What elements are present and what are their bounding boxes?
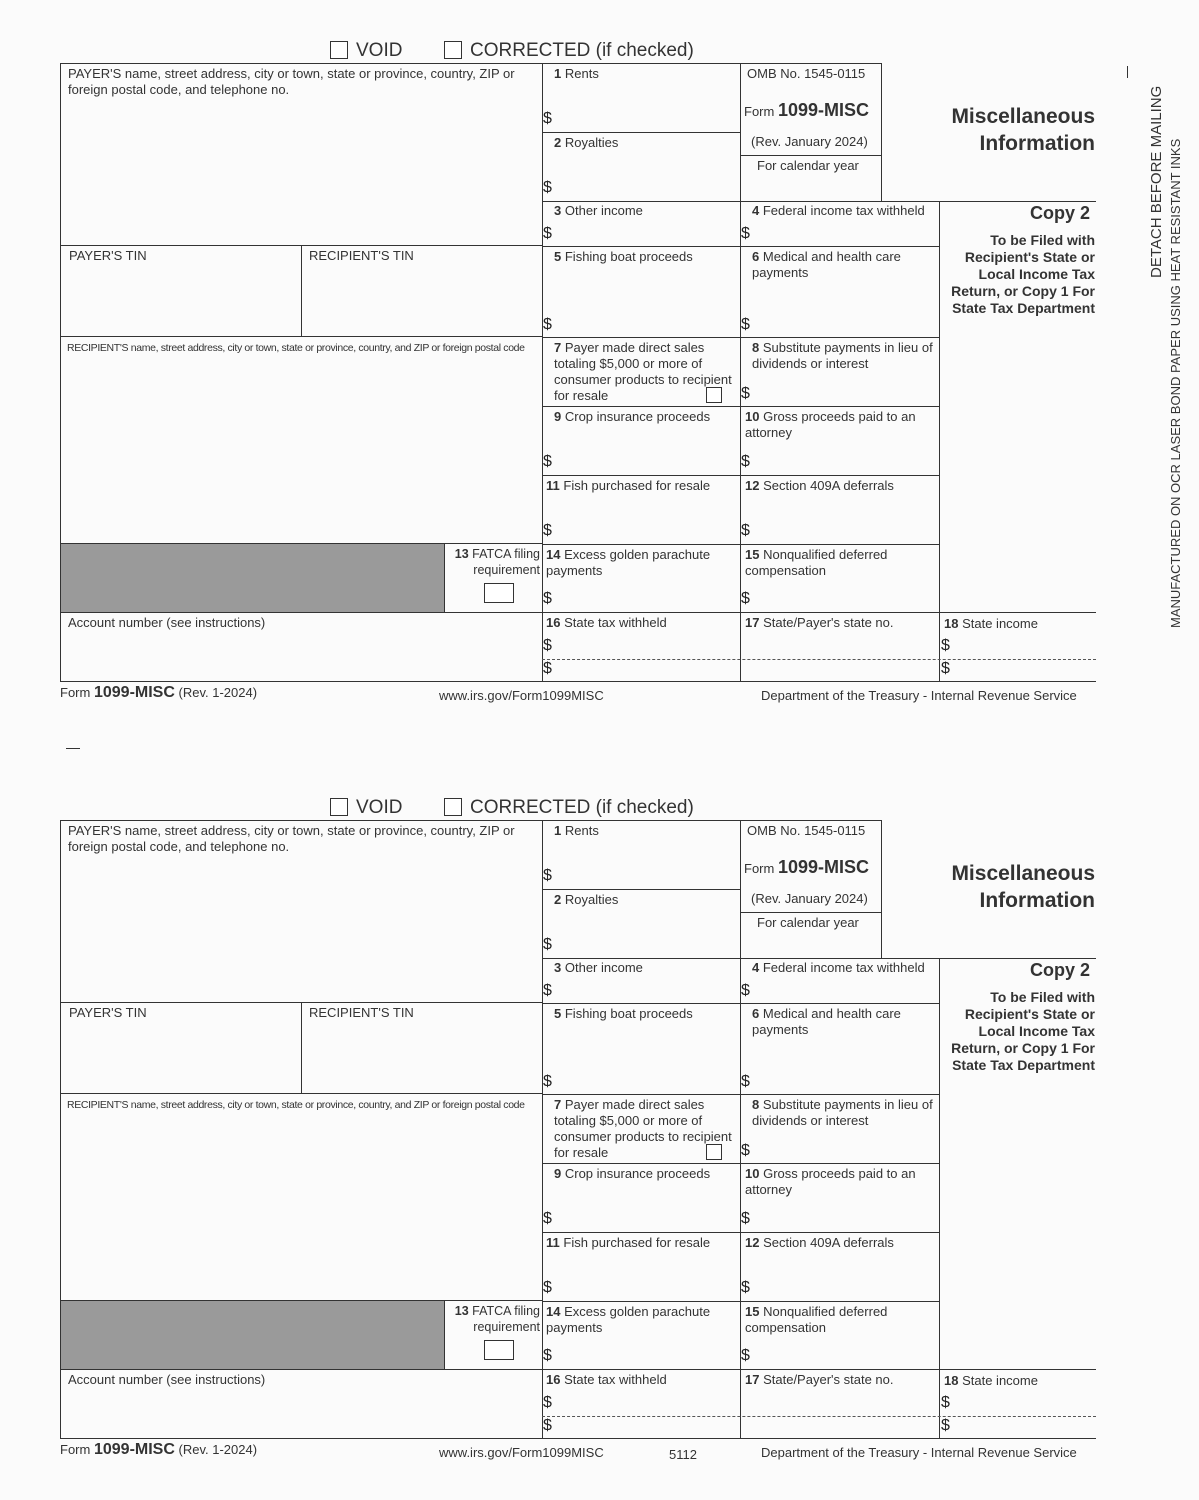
box17-label: 17 State/Payer's state no. — [745, 1372, 894, 1387]
copy-panel-top — [940, 201, 1096, 202]
box16-dollar-b: $ — [543, 1417, 552, 1434]
box8-label: 8 Substitute payments in lieu of dividends or interest — [752, 340, 933, 371]
fatca-checkbox[interactable] — [484, 583, 514, 603]
box14-label: 14 Excess golden parachute payments — [546, 1304, 711, 1335]
box2-label: 2 Royalties — [554, 892, 619, 907]
shaded-area — [60, 1300, 445, 1370]
corrected-label: CORRECTED (if checked) — [470, 797, 694, 818]
box9-dollar: $ — [543, 453, 552, 470]
box13-label: 13 FATCA filing requirement — [454, 1304, 540, 1334]
box8-dollar: $ — [741, 385, 750, 402]
copy-panel-top — [940, 958, 1096, 959]
box12-dollar: $ — [741, 522, 750, 539]
box12-label: 12 Section 409A deferrals — [745, 1235, 894, 1250]
box15-dollar: $ — [741, 1347, 750, 1364]
box17-label: 17 State/Payer's state no. — [745, 615, 894, 630]
payer-tin-label: PAYER'S TIN — [69, 248, 147, 263]
shaded-area — [60, 543, 445, 613]
box11-label: 11 Fish purchased for resale — [546, 1235, 711, 1250]
box18-top — [940, 1369, 1096, 1370]
form-copy-bottom — [0, 757, 1199, 1487]
box6-dollar: $ — [741, 1073, 750, 1090]
calendar-divider — [740, 155, 882, 156]
corrected-checkbox[interactable] — [444, 798, 462, 816]
box9-dollar: $ — [543, 1210, 552, 1227]
recipient-name-label: RECIPIENT'S name, street address, city or town, state or province, country, and ZIP or foreign postal code — [67, 342, 525, 354]
account-label: Account number (see instructions) — [68, 615, 266, 630]
recipient-name-box[interactable] — [60, 336, 543, 544]
box9-label: 9 Crop insurance proceeds — [554, 1166, 711, 1181]
box1-dollar: $ — [543, 110, 552, 127]
box4-label: 4 Federal income tax withheld — [752, 203, 925, 218]
box4-dollar: $ — [741, 225, 750, 242]
recipient-name-box[interactable] — [60, 1093, 543, 1301]
box12-dollar: $ — [741, 1279, 750, 1296]
box1-label: 1 Rents — [554, 66, 599, 81]
box5-dollar: $ — [543, 1073, 552, 1090]
box16-dollar-a: $ — [543, 637, 552, 654]
box18-dollar-a: $ — [941, 637, 950, 654]
recipient-name-label: RECIPIENT'S name, street address, city or town, state or province, country, and ZIP or foreign postal code — [67, 1099, 525, 1111]
box16-label: 16 State tax withheld — [546, 1372, 667, 1387]
omb-number: OMB No. 1545-0115 — [747, 823, 866, 838]
box5-dollar: $ — [543, 316, 552, 333]
calendar-year-label: For calendar year — [757, 915, 859, 930]
box18-label: 18 State income — [944, 616, 1038, 631]
box3-dollar: $ — [543, 225, 552, 242]
corrected-label: CORRECTED (if checked) — [470, 40, 694, 61]
box16-label: 16 State tax withheld — [546, 615, 667, 630]
box18-label: 18 State income — [944, 1373, 1038, 1388]
form-title: Miscellaneous Information — [951, 105, 1095, 155]
box13-label: 13 FATCA filing requirement — [454, 547, 540, 577]
form-copy-top — [0, 0, 1199, 730]
box11-dollar: $ — [543, 1279, 552, 1296]
account-label: Account number (see instructions) — [68, 1372, 266, 1387]
box6-label: 6 Medical and health care payments — [752, 1006, 901, 1037]
box7-checkbox[interactable] — [706, 1144, 722, 1160]
box1-label: 1 Rents — [554, 823, 599, 838]
footer-url[interactable]: www.irs.gov/Form1099MISC — [439, 688, 604, 703]
recipient-tin-label: RECIPIENT'S TIN — [309, 1005, 414, 1020]
box10-label: 10 Gross proceeds paid to an attorney — [745, 1166, 916, 1197]
box8-dollar: $ — [741, 1142, 750, 1159]
form-code: 5112 — [669, 1447, 697, 1462]
calendar-year-label: For calendar year — [757, 158, 859, 173]
box2-dollar: $ — [543, 179, 552, 196]
corrected-checkbox[interactable] — [444, 41, 462, 59]
box2-dollar: $ — [543, 936, 552, 953]
omb-number: OMB No. 1545-0115 — [747, 66, 866, 81]
box8-label: 8 Substitute payments in lieu of dividends or interest — [752, 1097, 933, 1128]
void-checkbox[interactable] — [330, 41, 348, 59]
box4-dollar: $ — [741, 982, 750, 999]
copy-label: Copy 2 — [1030, 960, 1091, 980]
state-row-divider — [542, 659, 1096, 660]
omb-box — [740, 820, 882, 959]
rev-date: (Rev. January 2024) — [751, 134, 868, 149]
box18-dollar-a: $ — [941, 1394, 950, 1411]
form-number-label: Form 1099-MISC — [744, 100, 870, 120]
box6-label: 6 Medical and health care payments — [752, 249, 901, 280]
rev-date: (Rev. January 2024) — [751, 891, 868, 906]
box18-bottom — [940, 681, 1096, 682]
void-label: VOID — [356, 797, 403, 818]
box11-dollar: $ — [543, 522, 552, 539]
payer-name-label: PAYER'S name, street address, city or town, state or province, country, ZIP or foreign postal code, and telephone no. — [68, 66, 515, 97]
box14-dollar: $ — [543, 1347, 552, 1364]
copy-label: Copy 2 — [1030, 203, 1091, 223]
void-checkbox[interactable] — [330, 798, 348, 816]
box12-label: 12 Section 409A deferrals — [745, 478, 894, 493]
box3-label: 3 Other income — [554, 960, 643, 975]
footer-form-id: Form 1099-MISC (Rev. 1-2024) — [60, 1441, 258, 1458]
box10-dollar: $ — [741, 453, 750, 470]
box7-checkbox[interactable] — [706, 387, 722, 403]
box14-label: 14 Excess golden parachute payments — [546, 547, 711, 578]
payer-name-label: PAYER'S name, street address, city or town, state or province, country, ZIP or foreign postal code, and telephone no. — [68, 823, 515, 854]
footer-form-id: Form 1099-MISC (Rev. 1-2024) — [60, 684, 258, 701]
to-be-filed-text: To be Filed with Recipient's State or Local Income Tax Return, or Copy 1 For State Tax Department — [951, 989, 1095, 1073]
form-title: Miscellaneous Information — [951, 862, 1095, 912]
calendar-divider — [740, 912, 882, 913]
form-number-label: Form 1099-MISC — [744, 857, 870, 877]
box16-dollar-a: $ — [543, 1394, 552, 1411]
fatca-checkbox[interactable] — [484, 1340, 514, 1360]
box15-label: 15 Nonqualified deferred compensation — [745, 1304, 888, 1335]
box16-dollar-b: $ — [543, 660, 552, 677]
box15-label: 15 Nonqualified deferred compensation — [745, 547, 888, 578]
box9-label: 9 Crop insurance proceeds — [554, 409, 711, 424]
box14-dollar: $ — [543, 590, 552, 607]
box3-label: 3 Other income — [554, 203, 643, 218]
recipient-tin-label: RECIPIENT'S TIN — [309, 248, 414, 263]
box18-top — [940, 612, 1096, 613]
paper-notice: MANUFACTURED ON OCR LASER BOND PAPER USING HEAT RESISTANT INKS — [1168, 138, 1183, 628]
box10-label: 10 Gross proceeds paid to an attorney — [745, 409, 916, 440]
detach-notice: DETACH BEFORE MAILING — [1148, 85, 1165, 278]
state-row-divider — [542, 1416, 1096, 1417]
box1-dollar: $ — [543, 867, 552, 884]
box4-label: 4 Federal income tax withheld — [752, 960, 925, 975]
void-label: VOID — [356, 40, 403, 61]
box5-label: 5 Fishing boat proceeds — [554, 249, 693, 264]
box6-dollar: $ — [741, 316, 750, 333]
to-be-filed-text: To be Filed with Recipient's State or Local Income Tax Return, or Copy 1 For State Tax Department — [951, 232, 1095, 316]
box11-label: 11 Fish purchased for resale — [546, 478, 711, 493]
box3-dollar: $ — [543, 982, 552, 999]
footer-department: Department of the Treasury - Internal Revenue Service — [761, 688, 1077, 703]
box18-bottom — [940, 1438, 1096, 1439]
box5-label: 5 Fishing boat proceeds — [554, 1006, 693, 1021]
footer-department: Department of the Treasury - Internal Revenue Service — [761, 1445, 1077, 1460]
box7-label: 7 Payer made direct sales totaling $5,000 or more of consumer products to recipient for resale — [554, 340, 732, 403]
omb-box — [740, 63, 882, 202]
box18-dollar-b: $ — [941, 660, 950, 677]
payer-tin-label: PAYER'S TIN — [69, 1005, 147, 1020]
box7-label: 7 Payer made direct sales totaling $5,000 or more of consumer products to recipient for resale — [554, 1097, 732, 1160]
box15-dollar: $ — [741, 590, 750, 607]
tick-mark-horizontal — [66, 748, 80, 749]
footer-url[interactable]: www.irs.gov/Form1099MISC — [439, 1445, 604, 1460]
box10-dollar: $ — [741, 1210, 750, 1227]
box2-label: 2 Royalties — [554, 135, 619, 150]
box18-dollar-b: $ — [941, 1417, 950, 1434]
